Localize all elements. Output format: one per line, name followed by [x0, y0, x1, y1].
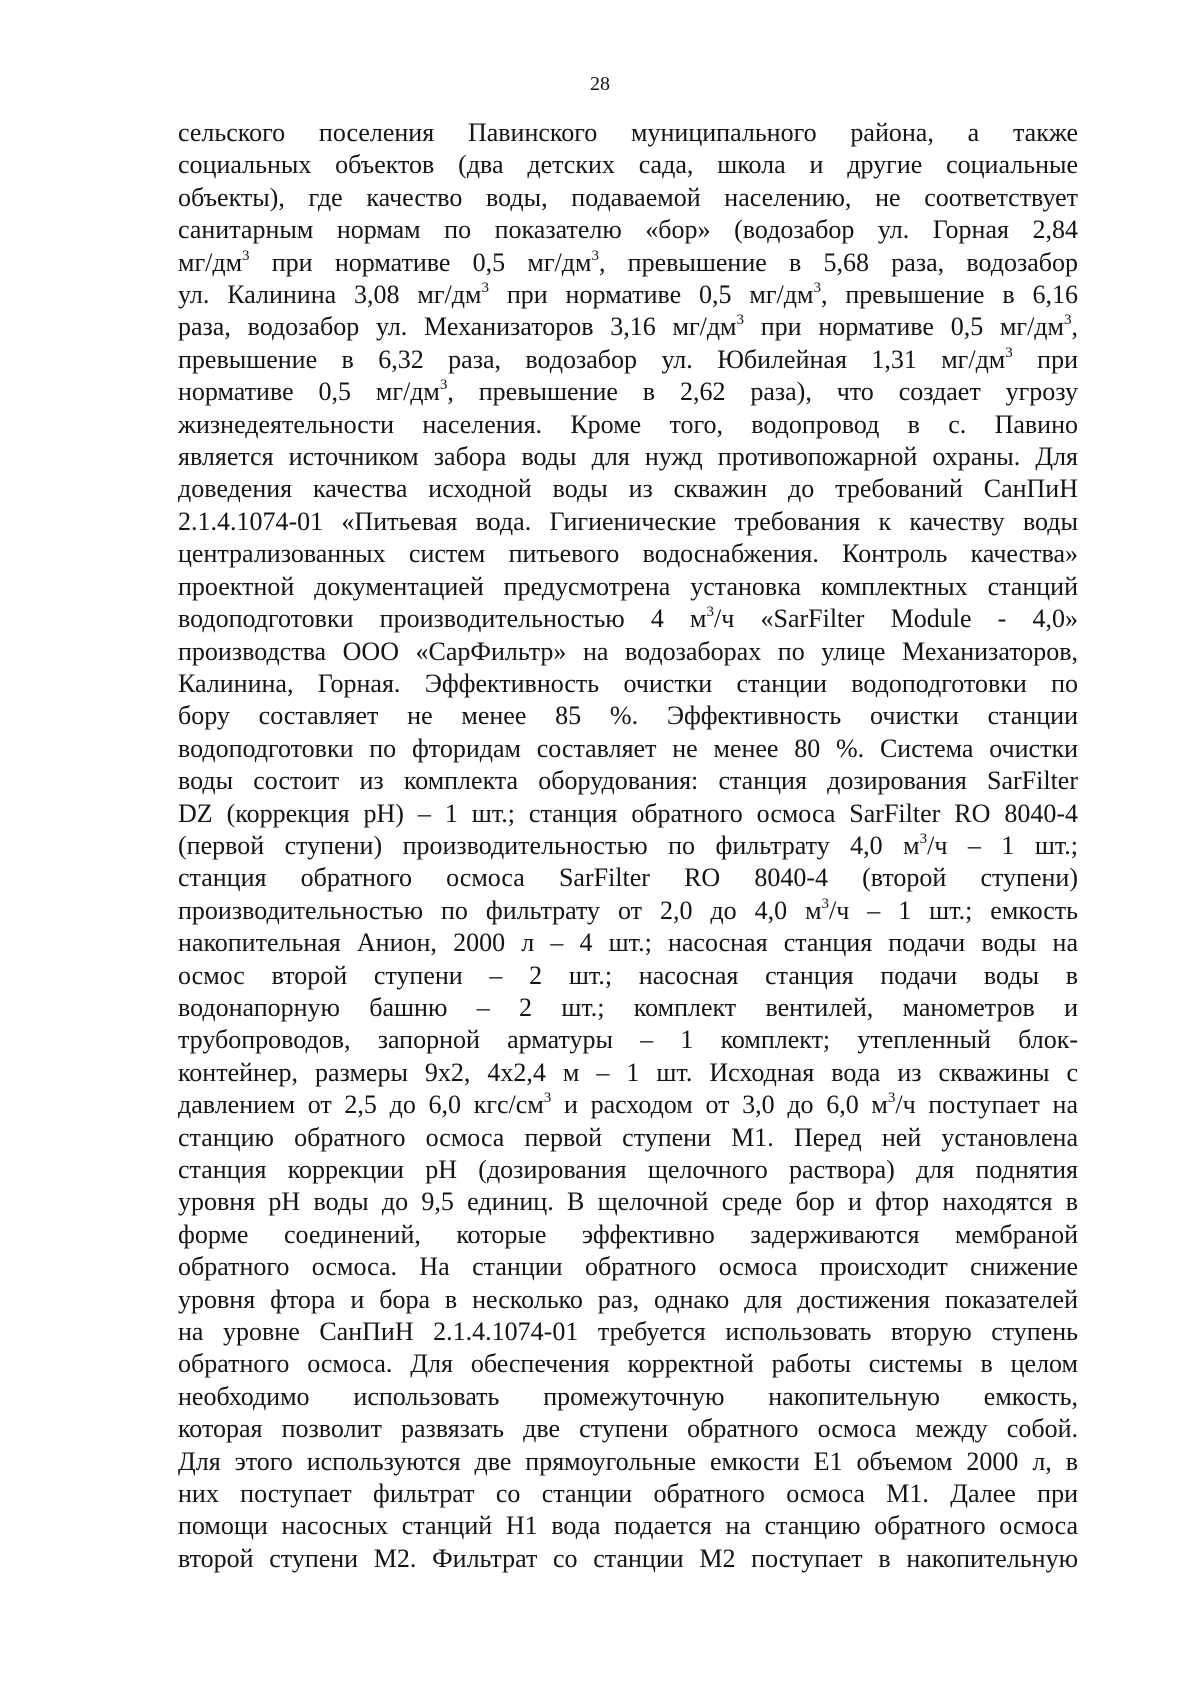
text-segment: осмос второй ступени – 2 шт.; насосная станция подачи воды в	[178, 960, 1078, 990]
text-segment: /ч «SarFilter Module - 4,0»	[714, 604, 1079, 634]
superscript: 3	[1063, 312, 1072, 329]
superscript: 3	[706, 604, 715, 621]
text-segment: производительностью по фильтрату от 2,0 до 4,0 м	[178, 895, 822, 925]
text-line	[178, 409, 1078, 441]
superscript: 3	[481, 280, 489, 297]
text-line	[178, 1024, 1078, 1056]
text-segment: социальных объектов (два детских сада, школа и другие социальные	[178, 150, 1078, 180]
text-line	[178, 668, 1078, 700]
text-segment: них поступает фильтрат со станции обратного осмоса М1. Далее при	[178, 1479, 1078, 1509]
text-line	[178, 895, 1078, 927]
superscript: 3	[736, 312, 745, 329]
text-segment: помощи насосных станций Н1 вода подается на станцию обратного осмоса	[178, 1511, 1078, 1541]
text-line	[178, 1543, 1078, 1575]
text-line	[178, 1219, 1078, 1251]
text-segment: уровня фтора и бора в несколько раз, однако для достижения показателей	[178, 1284, 1078, 1314]
text-segment: мг/дм	[178, 247, 243, 277]
text-segment: на уровне СанПиН 2.1.4.1074-01 требуется использовать вторую ступень	[178, 1317, 1078, 1347]
superscript: 3	[543, 1090, 552, 1107]
superscript: 3	[813, 280, 821, 297]
text-line	[178, 247, 1078, 279]
text-line	[178, 960, 1078, 992]
text-segment: станцию обратного осмоса первой ступени М1. Перед ней установлена	[178, 1122, 1078, 1152]
text-segment: /ч – 1 шт.;	[927, 830, 1078, 860]
text-segment: водоподготовки производительностью 4 м	[178, 604, 707, 634]
text-segment: которая позволит развязать две ступени обратного осмоса между собой.	[178, 1414, 1078, 1444]
text-segment: водонапорную башню – 2 шт.; комплект вентилей, манометров и	[178, 992, 1078, 1022]
text-line	[178, 1284, 1078, 1316]
text-segment: водоподготовки по фторидам составляет не менее 80 %. Система очистки	[178, 733, 1078, 763]
text-segment: , превышение в 2,62 раза), что создает угрозу	[447, 377, 1078, 407]
text-line	[178, 992, 1078, 1024]
text-line	[178, 1186, 1078, 1218]
text-line	[178, 506, 1078, 538]
text-line	[178, 473, 1078, 505]
text-line	[178, 538, 1078, 570]
text-segment: контейнер, размеры 9x2, 4x2,4 м – 1 шт. Исходная вода из скважины с	[178, 1057, 1078, 1087]
text-segment: Для этого используются две прямоугольные емкости Е1 объемом 2000 л, в	[178, 1446, 1078, 1476]
text-line	[178, 636, 1078, 668]
text-segment: при нормативе 0,5 мг/дм	[488, 280, 814, 310]
text-line	[178, 117, 1078, 149]
text-segment: второй ступени М2. Фильтрат со станции М2 поступает в накопительную	[178, 1543, 1078, 1573]
text-line	[178, 1348, 1078, 1380]
text-segment: нормативе 0,5 мг/дм	[178, 377, 440, 407]
text-segment: трубопроводов, запорной арматуры – 1 комплект; утепленный блок-	[178, 1025, 1078, 1055]
text-segment: необходимо использовать промежуточную накопительную емкость,	[178, 1381, 1078, 1411]
text-segment: , превышение в 6,16	[820, 280, 1079, 310]
text-line	[178, 927, 1078, 959]
text-segment: давлением от 2,5 до 6,0 кгс/см	[178, 1090, 544, 1120]
text-segment: централизованных систем питьевого водоснабжения. Контроль качества»	[178, 539, 1078, 569]
text-segment: ул. Калинина 3,08 мг/дм	[178, 280, 482, 310]
text-line	[178, 182, 1078, 214]
text-segment: ,	[1071, 312, 1078, 342]
page-number: 28	[590, 73, 610, 95]
body-text	[178, 117, 1078, 1575]
text-segment: станция обратного осмоса SarFilter RO 8040-4 (второй ступени)	[178, 863, 1078, 893]
text-segment: форме соединений, которые эффективно задерживаются мембраной	[178, 1219, 1078, 1249]
text-segment: 2.1.4.1074-01 «Питьевая вода. Гигиенические требования к качеству воды	[178, 506, 1078, 536]
text-segment: при	[1012, 344, 1079, 374]
text-segment: доведения качества исходной воды из скважин до требований СанПиН	[178, 474, 1078, 504]
text-line	[178, 765, 1078, 797]
text-segment: проектной документацией предусмотрена установка комплектных станций	[178, 571, 1078, 601]
text-segment: и расходом от 3,0 до 6,0 м	[551, 1090, 888, 1120]
text-line	[178, 1154, 1078, 1186]
superscript: 3	[821, 895, 830, 912]
text-line	[178, 1089, 1078, 1121]
text-line	[178, 798, 1078, 830]
text-line	[178, 1057, 1078, 1089]
text-line	[178, 1446, 1078, 1478]
text-segment: DZ (коррекция pH) – 1 шт.; станция обратного осмоса SarFilter RO 8040-4	[178, 798, 1078, 828]
text-segment: , превышение в 5,68 раза, водозабор	[598, 247, 1078, 277]
text-segment: обратного осмоса. На станции обратного осмоса происходит снижение	[178, 1252, 1078, 1282]
text-segment: при нормативе 0,5 мг/дм	[744, 312, 1064, 342]
text-line	[178, 571, 1078, 603]
text-line	[178, 1316, 1078, 1348]
text-segment: обратного осмоса. Для обеспечения корректной работы системы в целом	[178, 1349, 1078, 1379]
text-segment: воды состоит из комплекта оборудования: станция дозирования SarFilter	[178, 766, 1078, 796]
text-segment: станция коррекции pH (дозирования щелочного раствора) для поднятия	[178, 1155, 1078, 1184]
text-line	[178, 700, 1078, 732]
text-line	[178, 311, 1078, 343]
text-segment: Калинина, Горная. Эффективность очистки станции водоподготовки по	[178, 668, 1078, 698]
text-line	[178, 279, 1078, 311]
text-line	[178, 830, 1078, 862]
text-line	[178, 1413, 1078, 1445]
superscript: 3	[1005, 344, 1013, 361]
text-line	[178, 344, 1078, 376]
text-segment: производства ООО «СарФильтр» на водозаборах по улице Механизаторов,	[178, 636, 1078, 666]
text-segment: бору составляет не менее 85 %. Эффективность очистки станции	[178, 701, 1078, 731]
text-line	[178, 441, 1078, 473]
text-segment: /ч поступает на	[895, 1090, 1078, 1120]
text-segment: жизнедеятельности населения. Кроме того, водопровод в с. Павино	[178, 409, 1078, 439]
text-segment: объекты), где качество воды, подаваемой населению, не соответствует	[178, 182, 1078, 212]
text-segment: является источником забора воды для нужд противопожарной охраны. Для	[178, 442, 1078, 472]
text-segment: санитарным нормам по показателю «бор» (водозабор ул. Горная 2,84	[178, 215, 1078, 245]
text-line	[178, 214, 1078, 246]
text-line	[178, 1251, 1078, 1283]
text-line	[178, 1478, 1078, 1510]
text-line	[178, 1381, 1078, 1413]
text-segment: уровня pH воды до 9,5 единиц. В щелочной среде бор и фтор находятся в	[178, 1187, 1078, 1217]
text-segment: /ч – 1 шт.; емкость	[829, 895, 1079, 925]
text-segment: сельского поселения Павинского муниципального района, а также	[178, 118, 1078, 147]
superscript: 3	[439, 377, 448, 394]
text-line	[178, 1510, 1078, 1542]
superscript: 3	[591, 247, 599, 264]
text-line	[178, 862, 1078, 894]
text-segment: раза, водозабор ул. Механизаторов 3,16 мг/дм	[178, 312, 737, 342]
text-segment: при нормативе 0,5 мг/дм	[249, 247, 592, 277]
superscript: 3	[919, 830, 928, 847]
text-line	[178, 603, 1078, 635]
text-segment: накопительная Анион, 2000 л – 4 шт.; насосная станция подачи воды на	[178, 928, 1078, 958]
superscript: 3	[242, 247, 250, 264]
text-line	[178, 1122, 1078, 1154]
text-segment: превышение в 6,32 раза, водозабор ул. Юбилейная 1,31 мг/дм	[178, 344, 1006, 374]
text-segment: (первой ступени) производительностью по фильтрату 4,0 м	[178, 830, 920, 860]
text-line	[178, 376, 1078, 408]
superscript: 3	[887, 1090, 896, 1107]
text-line	[178, 149, 1078, 181]
text-line	[178, 733, 1078, 765]
